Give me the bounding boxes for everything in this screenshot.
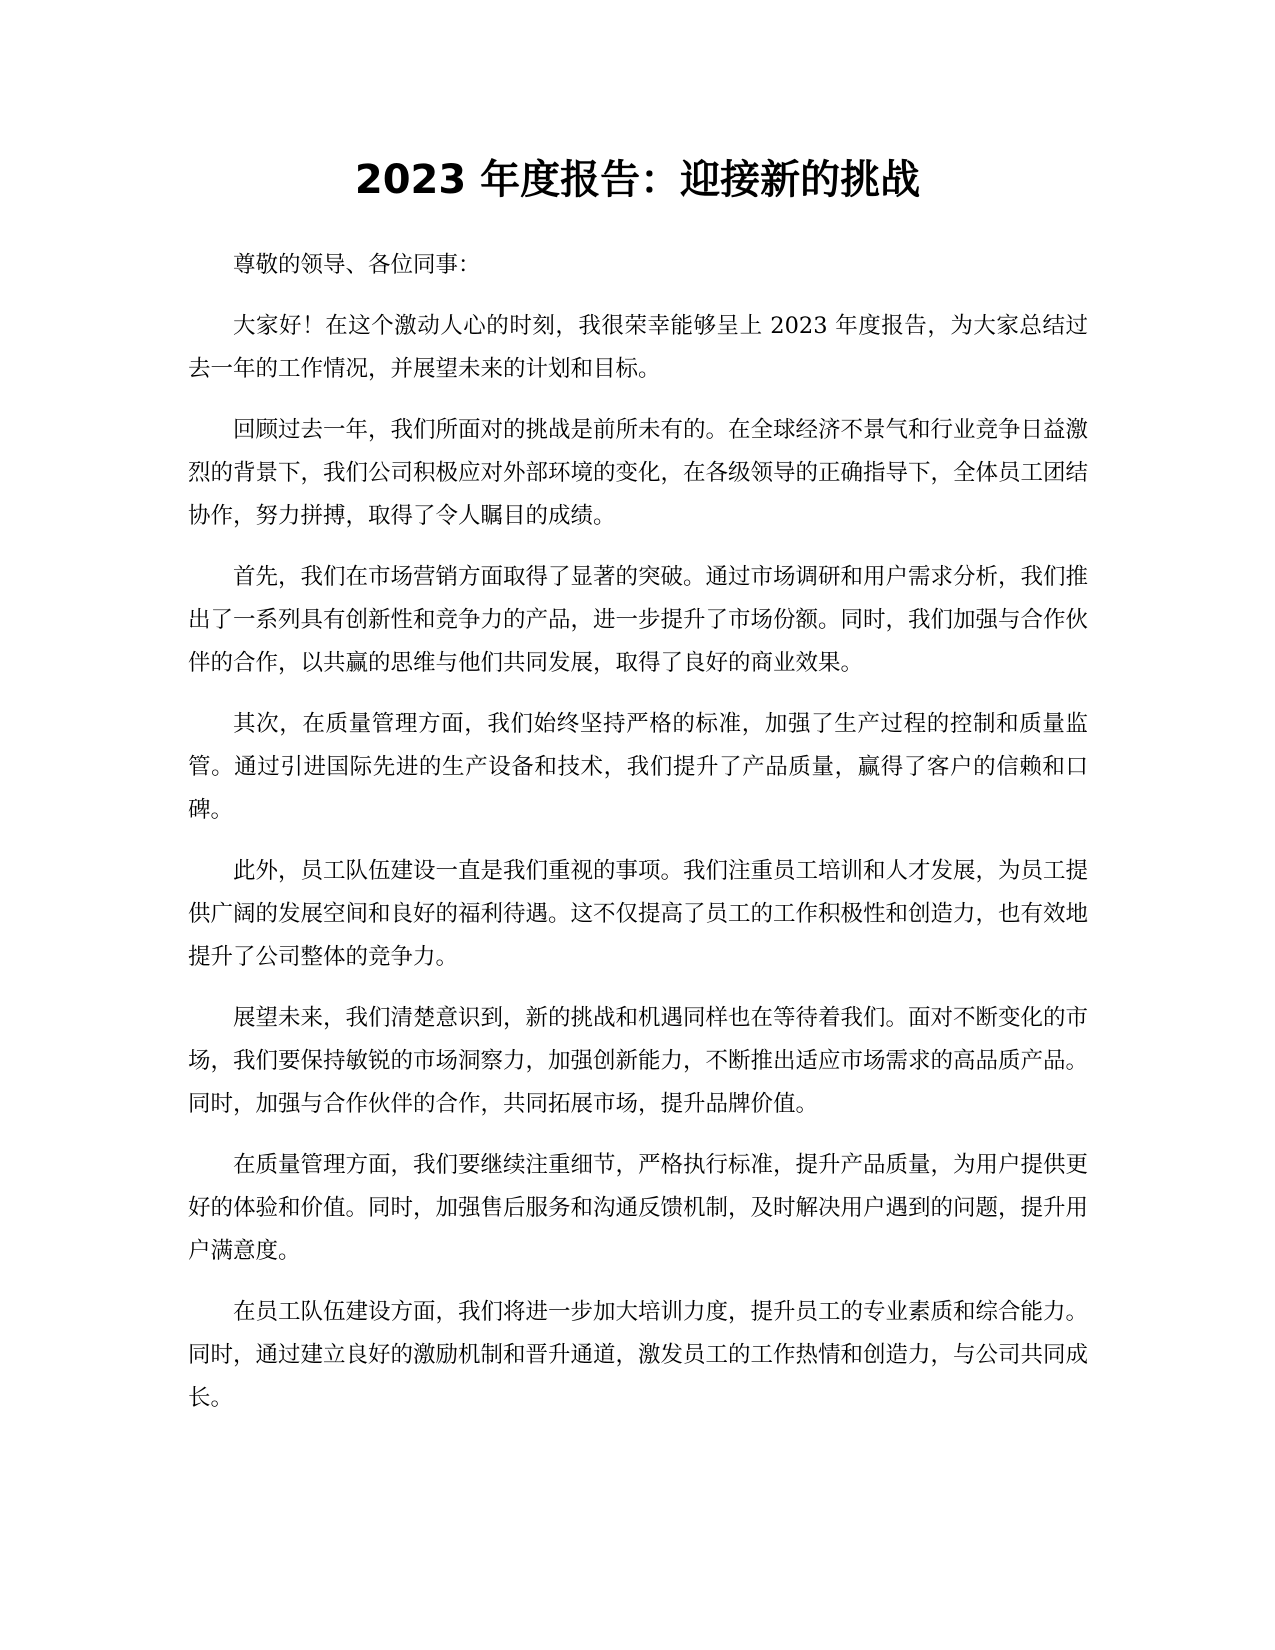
paragraph: 展望未来，我们清楚意识到，新的挑战和机遇同样也在等待着我们。面对不断变化的市场，我们要保持敏锐的市场洞察力，加强创新能力，不断推出适应市场需求的高品质产品。同时，加强与合作伙伴的合作，共同拓展市场，提升品牌价值。 [188,1005,1089,1117]
paragraph: 在员工队伍建设方面，我们将进一步加大培训力度，提升员工的专业素质和综合能力。同时，通过建立良好的激励机制和晋升通道，激发员工的工作热情和创造力，与公司共同成长。 [188,1299,1089,1411]
paragraph: 此外，员工队伍建设一直是我们重视的事项。我们注重员工培训和人才发展，为员工提供广阔的发展空间和良好的福利待遇。这不仅提高了员工的工作积极性和创造力，也有效地提升了公司整体的竞争力。 [188,858,1089,970]
salutation: 尊敬的领导、各位同事： [233,252,481,278]
paragraph: 回顾过去一年，我们所面对的挑战是前所未有的。在全球经济不景气和行业竞争日益激烈的背景下，我们公司积极应对外部环境的变化，在各级领导的正确指导下，全体员工团结协作，努力拼搏，取得了令人瞩目的成绩。 [188,417,1089,529]
paragraph: 在质量管理方面，我们要继续注重细节，严格执行标准，提升产品质量，为用户提供更好的体验和价值。同时，加强售后服务和沟通反馈机制，及时解决用户遇到的问题，提升用户满意度。 [188,1152,1089,1264]
paragraph: 其次，在质量管理方面，我们始终坚持严格的标准，加强了生产过程的控制和质量监管。通过引进国际先进的生产设备和技术，我们提升了产品质量，赢得了客户的信赖和口碑。 [188,711,1088,823]
paragraph: 首先，我们在市场营销方面取得了显著的突破。通过市场调研和用户需求分析，我们推出了一系列具有创新性和竞争力的产品，进一步提升了市场份额。同时，我们加强与合作伙伴的合作，以共赢的思维与他们共同发展，取得了良好的商业效果。 [188,564,1089,676]
paragraph: 大家好！在这个激动人心的时刻，我很荣幸能够呈上 2023 年度报告，为大家总结过去一年的工作情况，并展望未来的计划和目标。 [188,313,1088,382]
document-title: 2023 年度报告：迎接新的挑战 [354,157,921,203]
document-body [188,244,1088,1438]
